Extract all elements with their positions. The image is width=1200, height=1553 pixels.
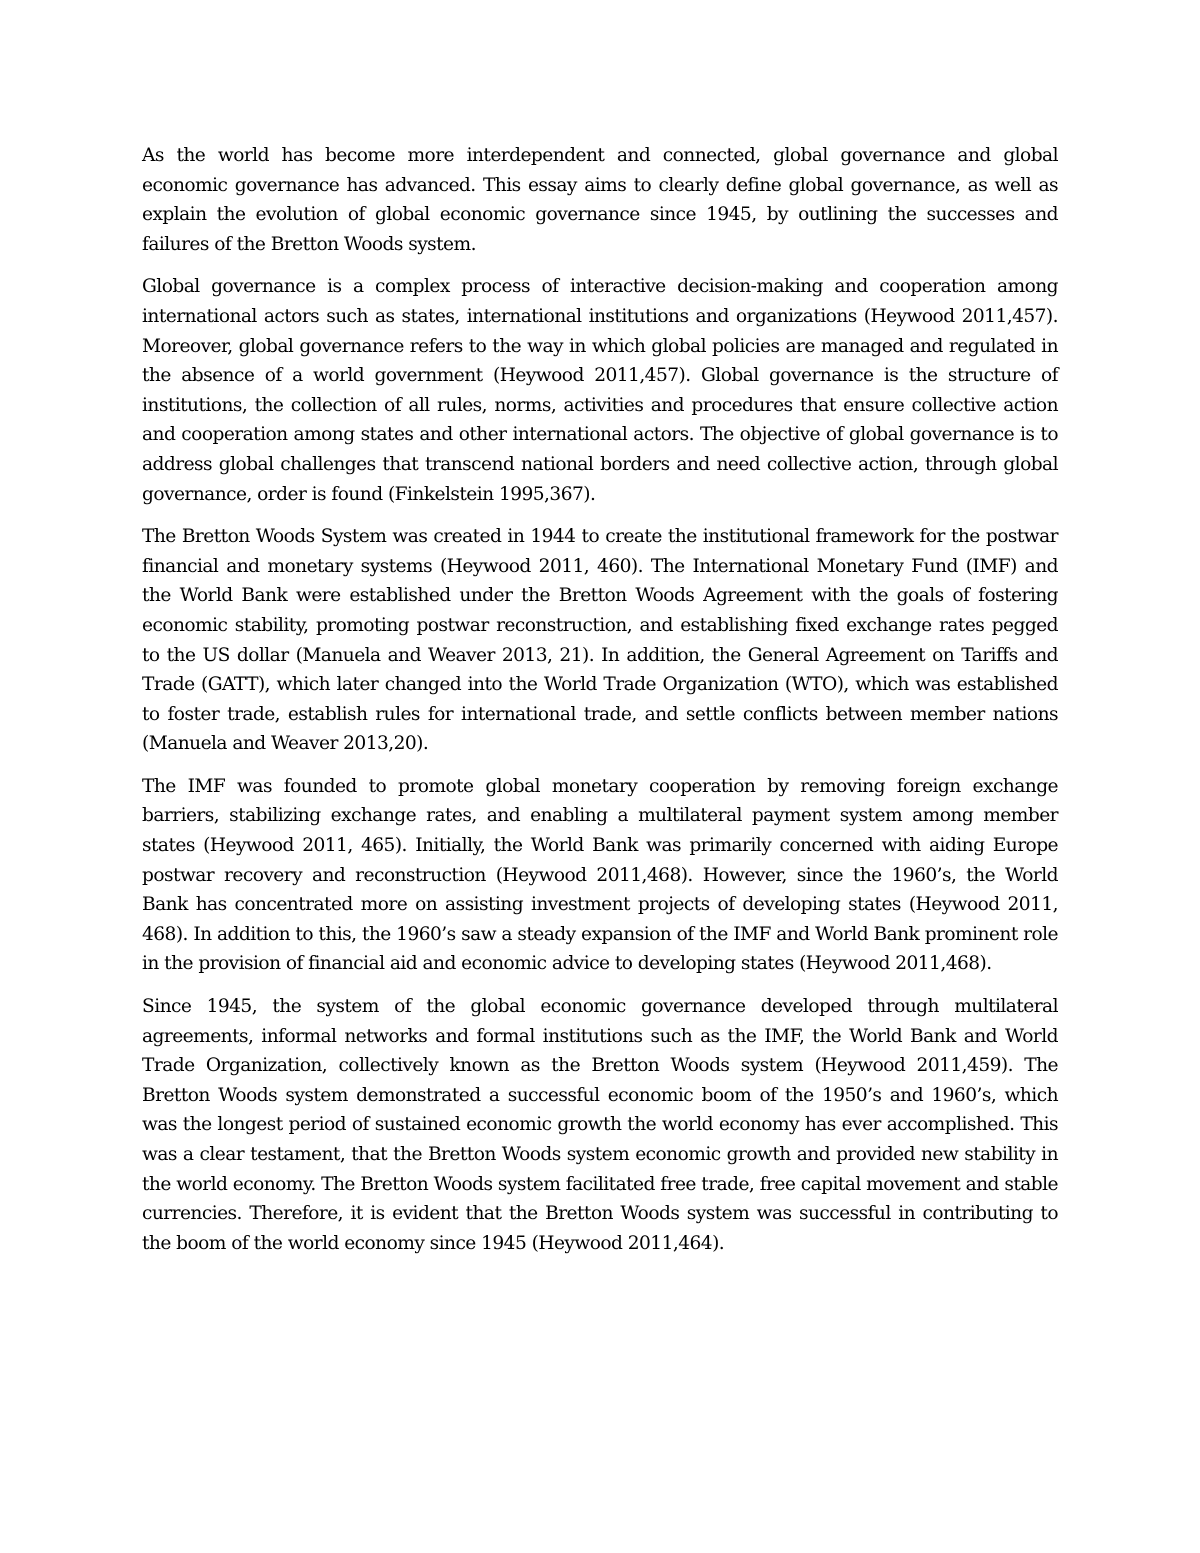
paragraph-bretton-woods-creation: The Bretton Woods System was created in 1944 to create the institutional framework for the postwar financial and monetary systems (Heywood 2011, 460). The International Monetary Fund (IMF) and the World Bank were established under the Bretton Woods Agreement with the goals of fostering economic stability, promoting postwar reconstruction, and establishing fixed exchange rates pegged to the US dollar (Manuela and Weaver 2013, 21). In addition, the General Agreement on Tariffs and Trade (GATT), which later changed into the World Trade Organization (WTO), which was established to foster trade, establish rules for international trade, and settle conflicts between member nations (Manuela and Weaver 2013,20). xyxy=(142,526,1058,755)
paragraph-bretton-woods-success: Since 1945, the system of the global economic governance developed through multilateral agreements, informal networks and formal institutions such as the IMF, the World Bank and World Trade Organization, collectively known as the Bretton Woods system (Heywood 2011,459). The Bretton Woods system demonstrated a successful economic boom of the 1950’s and 1960’s, which was the longest period of sustained economic growth the world economy has ever accomplished. This was a clear testament, that the Bretton Woods system economic growth and provided new stability in the world economy. The Bretton Woods system facilitated free trade, free capital movement and stable currencies. Therefore, it is evident that the Bretton Woods system was successful in contributing to the boom of the world economy since 1945 (Heywood 2011,464). xyxy=(142,996,1058,1254)
paragraph-global-governance-definition: Global governance is a complex process of interactive decision-making and cooperation among international actors such as states, international institutions and organizations (Heywood 2011,457). Moreover, global governance refers to the way in which global policies are managed and regulated in the absence of a world government (Heywood 2011,457). Global governance is the structure of institutions, the collection of all rules, norms, activities and procedures that ensure collective action and cooperation among states and other international actors. The objective of global governance is to address global challenges that transcend national borders and need collective action, through global governance, order is found (Finkelstein 1995,367). xyxy=(142,276,1058,505)
paragraph-introduction: As the world has become more interdependent and connected, global governance and global economic governance has advanced. This essay aims to clearly define global governance, as well as explain the evolution of global economic governance since 1945, by outlining the successes and failures of the Bretton Woods system. xyxy=(142,145,1058,255)
paragraph-imf-world-bank-roles: The IMF was founded to promote global monetary cooperation by removing foreign exchange barriers, stabilizing exchange rates, and enabling a multilateral payment system among member states (Heywood 2011, 465). Initially, the World Bank was primarily concerned with aiding Europe postwar recovery and reconstruction (Heywood 2011,468). However, since the 1960’s, the World Bank has concentrated more on assisting investment projects of developing states (Heywood 2011, 468). In addition to this, the 1960’s saw a steady expansion of the IMF and World Bank prominent role in the provision of financial aid and economic advice to developing states (Heywood 2011,468). xyxy=(142,775,1058,975)
document-body xyxy=(142,141,1058,1271)
